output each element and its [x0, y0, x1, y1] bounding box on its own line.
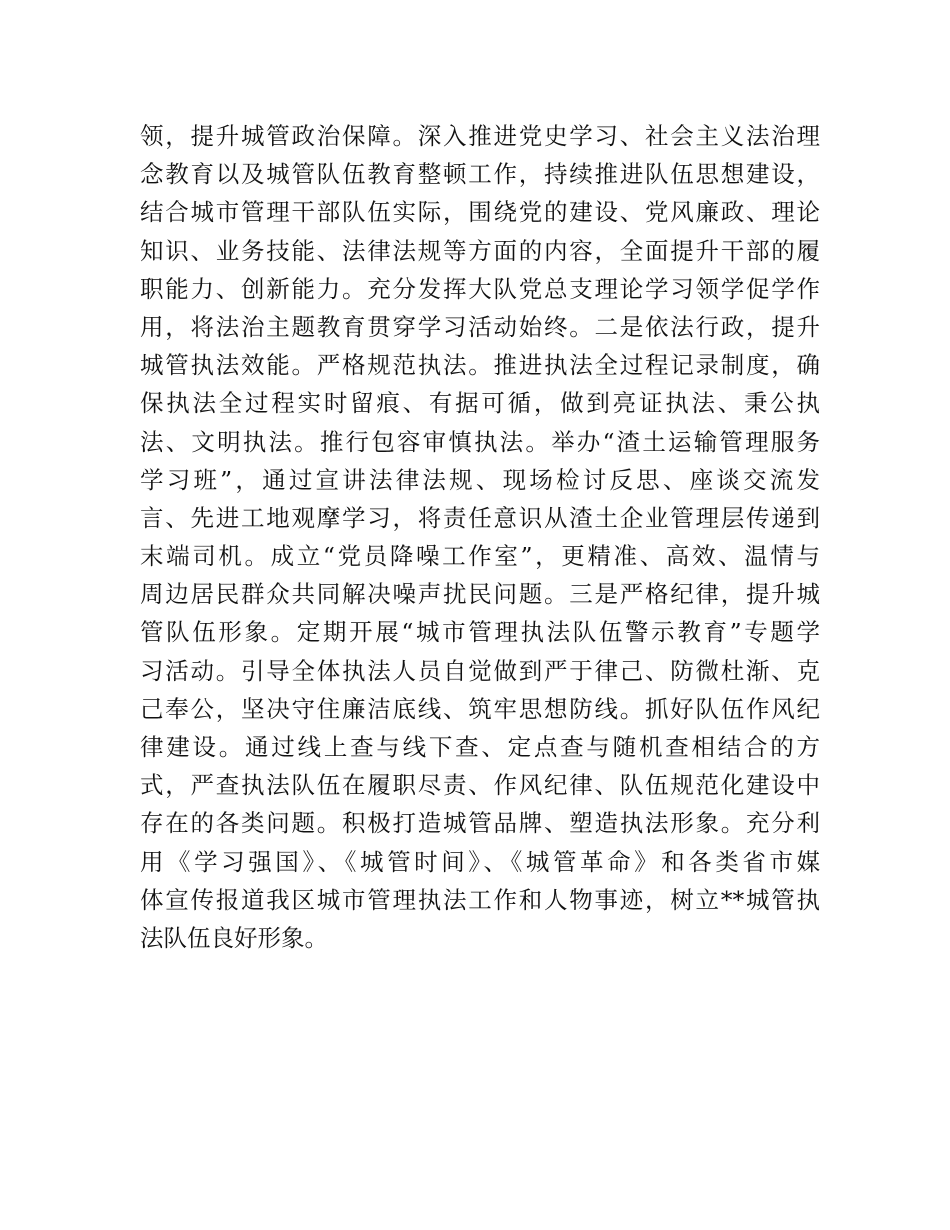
paragraph-line: 知识、业务技能、法律法规等方面的内容，全面提升干部的履 [140, 236, 820, 265]
paragraph-line: 念教育以及城管队伍教育整顿工作，持续推进队伍思想建设， [140, 160, 820, 189]
paragraph-line: 结合城市管理干部队伍实际，围绕党的建设、党风廉政、理论 [140, 198, 820, 227]
paragraph-line: 城管执法效能。严格规范执法。推进执法全过程记录制度，确 [140, 351, 820, 380]
paragraph-line: 学习班”，通过宣讲法律法规、现场检讨反思、座谈交流发 [140, 465, 820, 494]
paragraph-line: 言、先进工地观摩学习，将责任意识从渣土企业管理层传递到 [140, 503, 820, 532]
paragraph-line: 保执法全过程实时留痕、有据可循，做到亮证执法、秉公执 [140, 389, 820, 418]
paragraph-line: 法、文明执法。推行包容审慎执法。举办“渣土运输管理服务 [140, 427, 820, 456]
body-paragraph [140, 117, 820, 957]
paragraph-line: 周边居民群众共同解决噪声扰民问题。三是严格纪律，提升城 [140, 580, 820, 609]
paragraph-line: 用，将法治主题教育贯穿学习活动始终。二是依法行政，提升 [140, 312, 820, 341]
paragraph-line: 式，严查执法队伍在履职尽责、作风纪律、队伍规范化建设中 [140, 771, 820, 800]
paragraph-line: 存在的各类问题。积极打造城管品牌、塑造执法形象。充分利 [140, 809, 820, 838]
paragraph-line: 末端司机。成立“党员降噪工作室”，更精准、高效、温情与 [140, 542, 820, 571]
paragraph-line: 体宣传报道我区城市管理执法工作和人物事迹，树立**城管执 [140, 885, 820, 914]
paragraph-line: 己奉公，坚决守住廉洁底线、筑牢思想防线。抓好队伍作风纪 [140, 694, 820, 723]
paragraph-line: 用《学习强国》、《城管时间》、《城管革命》和各类省市媒 [140, 847, 820, 876]
paragraph-line-last: 法队伍良好形象。 [140, 923, 328, 952]
paragraph-line: 职能力、创新能力。充分发挥大队党总支理论学习领学促学作 [140, 274, 820, 303]
paragraph-line: 管队伍形象。定期开展“城市管理执法队伍警示教育”专题学 [140, 618, 820, 647]
paragraph-line: 律建设。通过线上查与线下查、定点查与随机查相结合的方 [140, 733, 820, 761]
paragraph-line: 领，提升城管政治保障。深入推进党史学习、社会主义法治理 [140, 122, 820, 150]
paragraph-line: 习活动。引导全体执法人员自觉做到严于律己、防微杜渐、克 [140, 656, 820, 685]
